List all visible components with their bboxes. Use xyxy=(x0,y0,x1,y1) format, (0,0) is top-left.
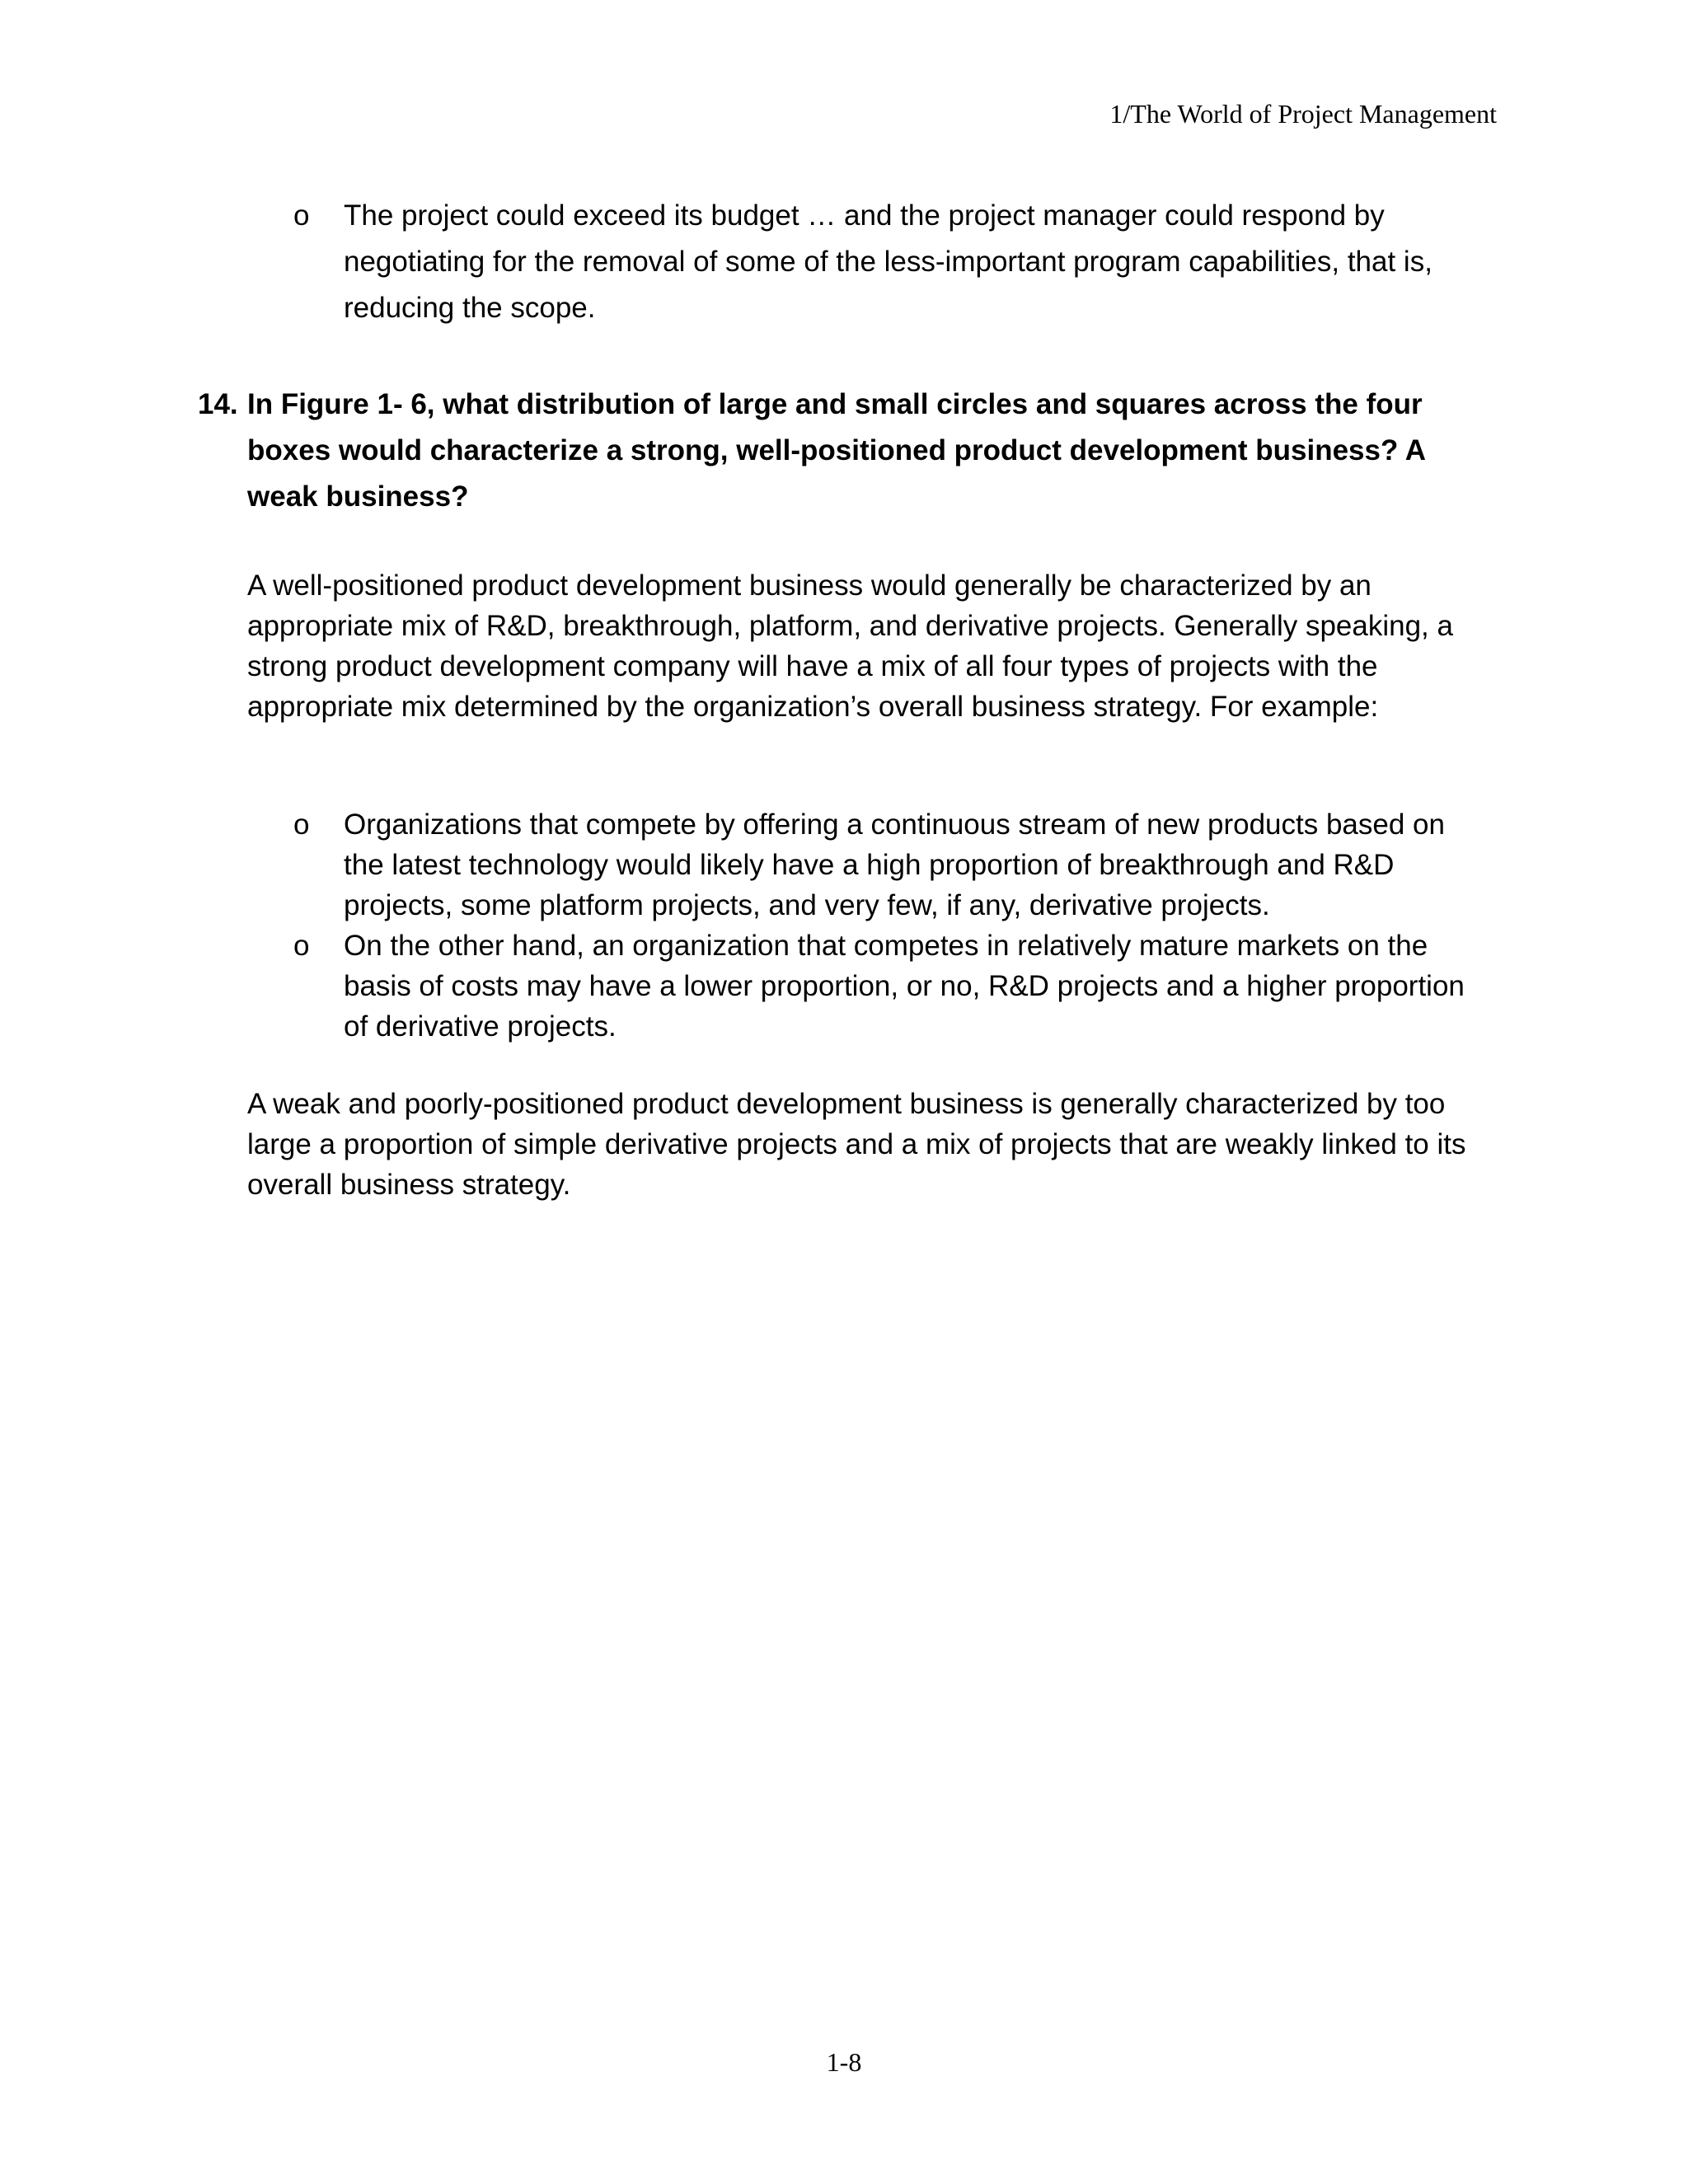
bullet-text: On the other hand, an organization that competes in relatively mature markets on the basis of costs may have a lower proportion, or no, R&D projects and a higher proportion of derivative projects. xyxy=(344,930,1465,1043)
bullet-text: The project could exceed its budget … and the project manager could respond by negotiating for the removal of some of the less-important program capabilities, that is, reducing the scope. xyxy=(344,199,1432,324)
answer-paragraph-1: A well-positioned product development business would generally be characterized by an appropriate mix of R&D, breakthrough, platform, and derivative projects. Generally speaking, a strong product development company will have a mix of all four types of projects with the appropriate mix determined by the organization’s overall business strategy. For example: xyxy=(247,569,1453,723)
running-header: 1/The World of Project Management xyxy=(1109,99,1497,129)
page-number: 1-8 xyxy=(826,2047,862,2077)
question-text: In Figure 1- 6, what distribution of large and small circles and squares across the four boxes would characterize a strong, well-positioned product development business? A weak business? xyxy=(247,388,1425,513)
question-14 xyxy=(198,382,1467,520)
bullet-item-budget xyxy=(293,193,1497,331)
bullet-text: Organizations that compete by offering a continuous stream of new products based on the latest technology would likely have a high proportion of breakthrough and R&D projects, some platform projects, and very few, if any, derivative projects. xyxy=(344,808,1445,921)
answer-paragraph-2: A weak and poorly-positioned product development business is generally characterized by too large a proportion of simple derivative projects and a mix of projects that are weakly linked to its overall business strategy. xyxy=(247,1088,1466,1201)
bullet-marker: o xyxy=(293,199,310,232)
bullet-item-mature-markets xyxy=(293,926,1480,1047)
bullet-item-continuous-stream xyxy=(293,804,1480,926)
bullet-marker: o xyxy=(293,930,310,962)
bullet-marker: o xyxy=(293,808,310,841)
question-number: 14. xyxy=(198,388,238,420)
